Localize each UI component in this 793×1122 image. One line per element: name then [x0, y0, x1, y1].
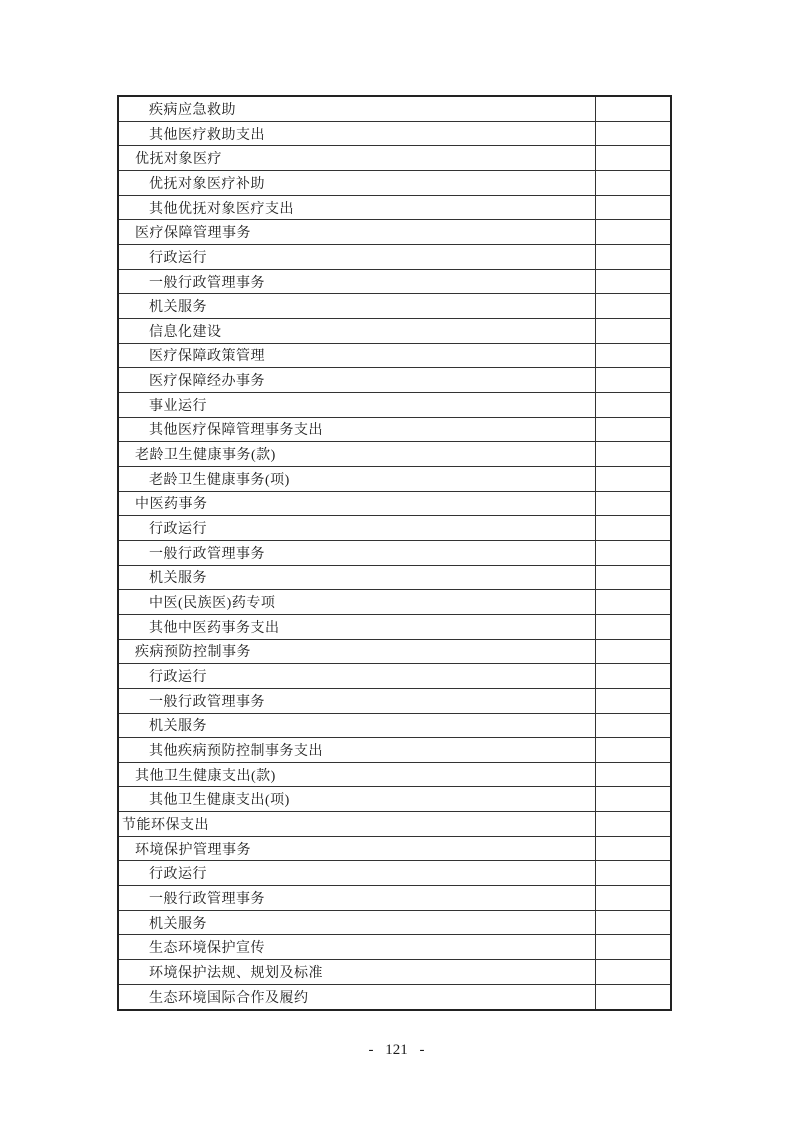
amount-cell [595, 910, 671, 935]
category-label: 疾病应急救助 [118, 96, 595, 121]
category-label: 机关服务 [118, 565, 595, 590]
category-label: 老龄卫生健康事务(项) [118, 466, 595, 491]
category-label: 一般行政管理事务 [118, 540, 595, 565]
table-row [118, 713, 671, 738]
category-label: 医疗保障管理事务 [118, 220, 595, 245]
amount-cell [595, 738, 671, 763]
amount-cell [595, 466, 671, 491]
budget-table-body [118, 96, 671, 1010]
amount-cell [595, 319, 671, 344]
table-row [118, 171, 671, 196]
category-label: 一般行政管理事务 [118, 269, 595, 294]
amount-cell [595, 516, 671, 541]
amount-cell [595, 960, 671, 985]
amount-cell [595, 614, 671, 639]
table-row [118, 540, 671, 565]
category-label: 行政运行 [118, 664, 595, 689]
budget-category-table [117, 95, 672, 1011]
amount-cell [595, 491, 671, 516]
table-row [118, 516, 671, 541]
table-row [118, 368, 671, 393]
amount-cell [595, 540, 671, 565]
category-label: 优抚对象医疗补助 [118, 171, 595, 196]
table-row [118, 319, 671, 344]
amount-cell [595, 836, 671, 861]
table-row [118, 565, 671, 590]
amount-cell [595, 886, 671, 911]
category-label: 环境保护法规、规划及标准 [118, 960, 595, 985]
amount-cell [595, 565, 671, 590]
category-label: 其他卫生健康支出(项) [118, 787, 595, 812]
table-row [118, 491, 671, 516]
category-label: 机关服务 [118, 910, 595, 935]
amount-cell [595, 442, 671, 467]
amount-cell [595, 220, 671, 245]
table-row [118, 614, 671, 639]
amount-cell [595, 195, 671, 220]
table-row [118, 861, 671, 886]
amount-cell [595, 861, 671, 886]
table-row [118, 935, 671, 960]
table-row [118, 639, 671, 664]
table-row [118, 984, 671, 1010]
category-label: 节能环保支出 [118, 812, 595, 837]
table-row [118, 910, 671, 935]
amount-cell [595, 343, 671, 368]
category-label: 行政运行 [118, 245, 595, 270]
table-row [118, 343, 671, 368]
category-label: 医疗保障经办事务 [118, 368, 595, 393]
table-row [118, 442, 671, 467]
table-row [118, 738, 671, 763]
amount-cell [595, 664, 671, 689]
table-row [118, 664, 671, 689]
table-row [118, 269, 671, 294]
table-row [118, 146, 671, 171]
category-label: 医疗保障政策管理 [118, 343, 595, 368]
category-label: 机关服务 [118, 713, 595, 738]
table-row [118, 590, 671, 615]
amount-cell [595, 935, 671, 960]
table-row [118, 294, 671, 319]
category-label: 环境保护管理事务 [118, 836, 595, 861]
table-row [118, 960, 671, 985]
amount-cell [595, 688, 671, 713]
amount-cell [595, 294, 671, 319]
category-label: 机关服务 [118, 294, 595, 319]
table-row [118, 787, 671, 812]
table-row [118, 812, 671, 837]
category-label: 中医药事务 [118, 491, 595, 516]
amount-cell [595, 121, 671, 146]
amount-cell [595, 713, 671, 738]
amount-cell [595, 812, 671, 837]
amount-cell [595, 762, 671, 787]
category-label: 其他疾病预防控制事务支出 [118, 738, 595, 763]
table-row [118, 417, 671, 442]
category-label: 疾病预防控制事务 [118, 639, 595, 664]
amount-cell [595, 392, 671, 417]
amount-cell [595, 639, 671, 664]
table-row [118, 96, 671, 121]
category-label: 行政运行 [118, 861, 595, 886]
amount-cell [595, 590, 671, 615]
table-row [118, 245, 671, 270]
table-row [118, 886, 671, 911]
category-label: 生态环境保护宣传 [118, 935, 595, 960]
table-row [118, 195, 671, 220]
table-row [118, 392, 671, 417]
amount-cell [595, 984, 671, 1010]
table-row [118, 688, 671, 713]
category-label: 其他优抚对象医疗支出 [118, 195, 595, 220]
amount-cell [595, 146, 671, 171]
amount-cell [595, 368, 671, 393]
category-label: 其他医疗救助支出 [118, 121, 595, 146]
category-label: 中医(民族医)药专项 [118, 590, 595, 615]
amount-cell [595, 269, 671, 294]
category-label: 其他中医药事务支出 [118, 614, 595, 639]
table-row [118, 762, 671, 787]
category-label: 生态环境国际合作及履约 [118, 984, 595, 1010]
category-label: 信息化建设 [118, 319, 595, 344]
table-row [118, 836, 671, 861]
table-row [118, 220, 671, 245]
category-label: 一般行政管理事务 [118, 688, 595, 713]
amount-cell [595, 96, 671, 121]
page-number: - 121 - [368, 1042, 425, 1058]
table-row [118, 121, 671, 146]
amount-cell [595, 787, 671, 812]
category-label: 优抚对象医疗 [118, 146, 595, 171]
amount-cell [595, 245, 671, 270]
category-label: 老龄卫生健康事务(款) [118, 442, 595, 467]
amount-cell [595, 171, 671, 196]
category-label: 事业运行 [118, 392, 595, 417]
category-label: 行政运行 [118, 516, 595, 541]
amount-cell [595, 417, 671, 442]
category-label: 其他卫生健康支出(款) [118, 762, 595, 787]
category-label: 其他医疗保障管理事务支出 [118, 417, 595, 442]
table-row [118, 466, 671, 491]
category-label: 一般行政管理事务 [118, 886, 595, 911]
